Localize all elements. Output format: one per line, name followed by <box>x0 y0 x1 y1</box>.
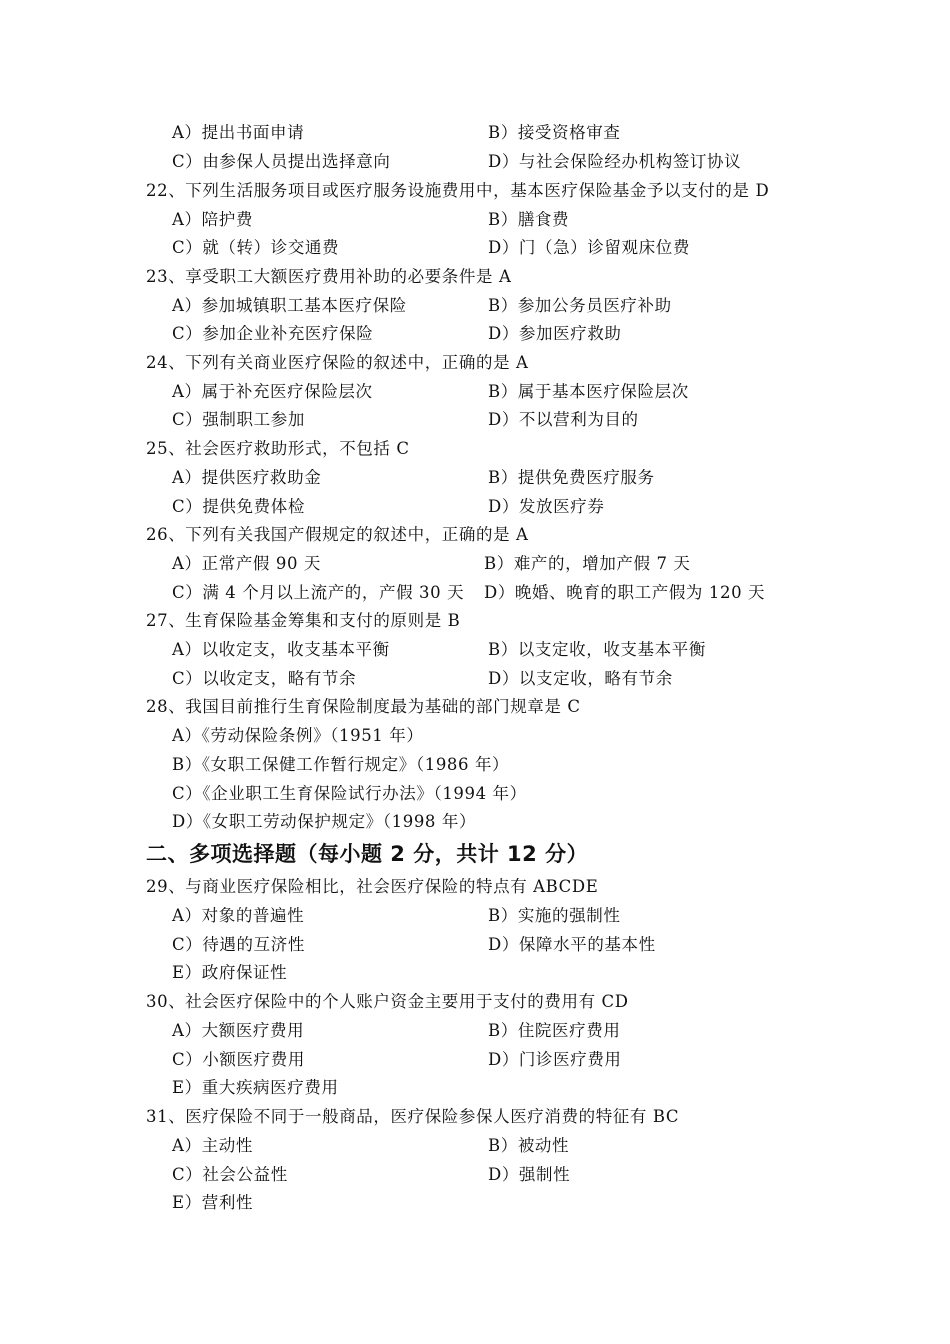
q29-option-e: E）政府保证性 <box>172 963 288 982</box>
q23-option-d: D）参加医疗救助 <box>488 324 622 343</box>
q31-option-d: D）强制性 <box>488 1165 571 1184</box>
q30-stem: 30、社会医疗保险中的个人账户资金主要用于支付的费用有 CD <box>146 992 629 1011</box>
q22-option-c: C）就（转）诊交通费 <box>172 238 340 257</box>
q27-option-d: D）以支定收，略有节余 <box>488 669 673 688</box>
q21-option-a: A）提出书面申请 <box>172 123 305 142</box>
q24-option-b: B）属于基本医疗保险层次 <box>488 382 689 401</box>
q31-stem: 31、医疗保险不同于一般商品，医疗保险参保人医疗消费的特征有 BC <box>146 1107 680 1126</box>
q29-option-b: B）实施的强制性 <box>488 906 621 925</box>
q26-stem: 26、下列有关我国产假规定的叙述中，正确的是 A <box>146 525 529 544</box>
q30-option-c: C）小额医疗费用 <box>172 1050 305 1069</box>
q25-option-b: B）提供免费医疗服务 <box>488 468 655 487</box>
q27-option-c: C）以收定支，略有节余 <box>172 669 357 688</box>
q24-option-c: C）强制职工参加 <box>172 410 305 429</box>
section-heading-multiple-choice: 二、多项选择题（每小题 2 分，共计 12 分） <box>146 842 589 866</box>
q23-option-b: B）参加公务员医疗补助 <box>488 296 672 315</box>
q22-stem: 22、下列生活服务项目或医疗服务设施费用中，基本医疗保险基金予以支付的是 D <box>146 181 770 200</box>
q28-option-a: A）《劳动保险条例》（1951 年） <box>172 726 424 745</box>
q22-option-b: B）膳食费 <box>488 210 570 229</box>
q31-option-e: E）营利性 <box>172 1193 254 1212</box>
q30-option-d: D）门诊医疗费用 <box>488 1050 622 1069</box>
q27-stem: 27、生育保险基金筹集和支付的原则是 B <box>146 611 461 630</box>
q30-option-a: A）大额医疗费用 <box>172 1021 305 1040</box>
q25-stem: 25、社会医疗救助形式，不包括 C <box>146 439 410 458</box>
q24-option-a: A）属于补充医疗保险层次 <box>172 382 373 401</box>
q29-stem: 29、与商业医疗保险相比，社会医疗保险的特点有 ABCDE <box>146 877 599 896</box>
q27-option-b: B）以支定收，收支基本平衡 <box>488 640 706 659</box>
q23-stem: 23、享受职工大额医疗费用补助的必要条件是 A <box>146 267 512 286</box>
q29-option-c: C）待遇的互济性 <box>172 935 305 954</box>
q27-option-a: A）以收定支，收支基本平衡 <box>172 640 390 659</box>
q26-option-b: B）难产的，增加产假 7 天 <box>484 554 691 573</box>
q25-option-c: C）提供免费体检 <box>172 497 305 516</box>
q23-option-c: C）参加企业补充医疗保险 <box>172 324 374 343</box>
q26-option-c: C）满 4 个月以上流产的，产假 30 天 <box>172 583 465 602</box>
q23-option-a: A）参加城镇职工基本医疗保险 <box>172 296 407 315</box>
q21-option-c: C）由参保人员提出选择意向 <box>172 152 391 171</box>
q25-option-a: A）提供医疗救助金 <box>172 468 322 487</box>
q29-option-d: D）保障水平的基本性 <box>488 935 656 954</box>
q31-option-c: C）社会公益性 <box>172 1165 288 1184</box>
q28-option-c: C）《企业职工生育保险试行办法》（1994 年） <box>172 784 527 803</box>
q22-option-d: D）门（急）诊留观床位费 <box>488 238 690 257</box>
q24-option-d: D）不以营利为目的 <box>488 410 639 429</box>
q24-stem: 24、下列有关商业医疗保险的叙述中，正确的是 A <box>146 353 529 372</box>
q30-option-e: E）重大疾病医疗费用 <box>172 1078 339 1097</box>
q28-option-d: D）《女职工劳动保护规定》（1998 年） <box>172 812 477 831</box>
q28-option-b: B）《女职工保健工作暂行规定》（1986 年） <box>172 755 510 774</box>
q31-option-b: B）被动性 <box>488 1136 570 1155</box>
q25-option-d: D）发放医疗券 <box>488 497 605 516</box>
q28-stem: 28、我国目前推行生育保险制度最为基础的部门规章是 C <box>146 697 581 716</box>
q29-option-a: A）对象的普遍性 <box>172 906 305 925</box>
q26-option-a: A）正常产假 90 天 <box>172 554 322 573</box>
q21-option-d: D）与社会保险经办机构签订协议 <box>488 152 742 171</box>
q30-option-b: B）住院医疗费用 <box>488 1021 621 1040</box>
q22-option-a: A）陪护费 <box>172 210 253 229</box>
q26-option-d: D）晚婚、晚育的职工产假为 120 天 <box>484 583 766 602</box>
q31-option-a: A）主动性 <box>172 1136 253 1155</box>
q21-option-b: B）接受资格审查 <box>488 123 621 142</box>
